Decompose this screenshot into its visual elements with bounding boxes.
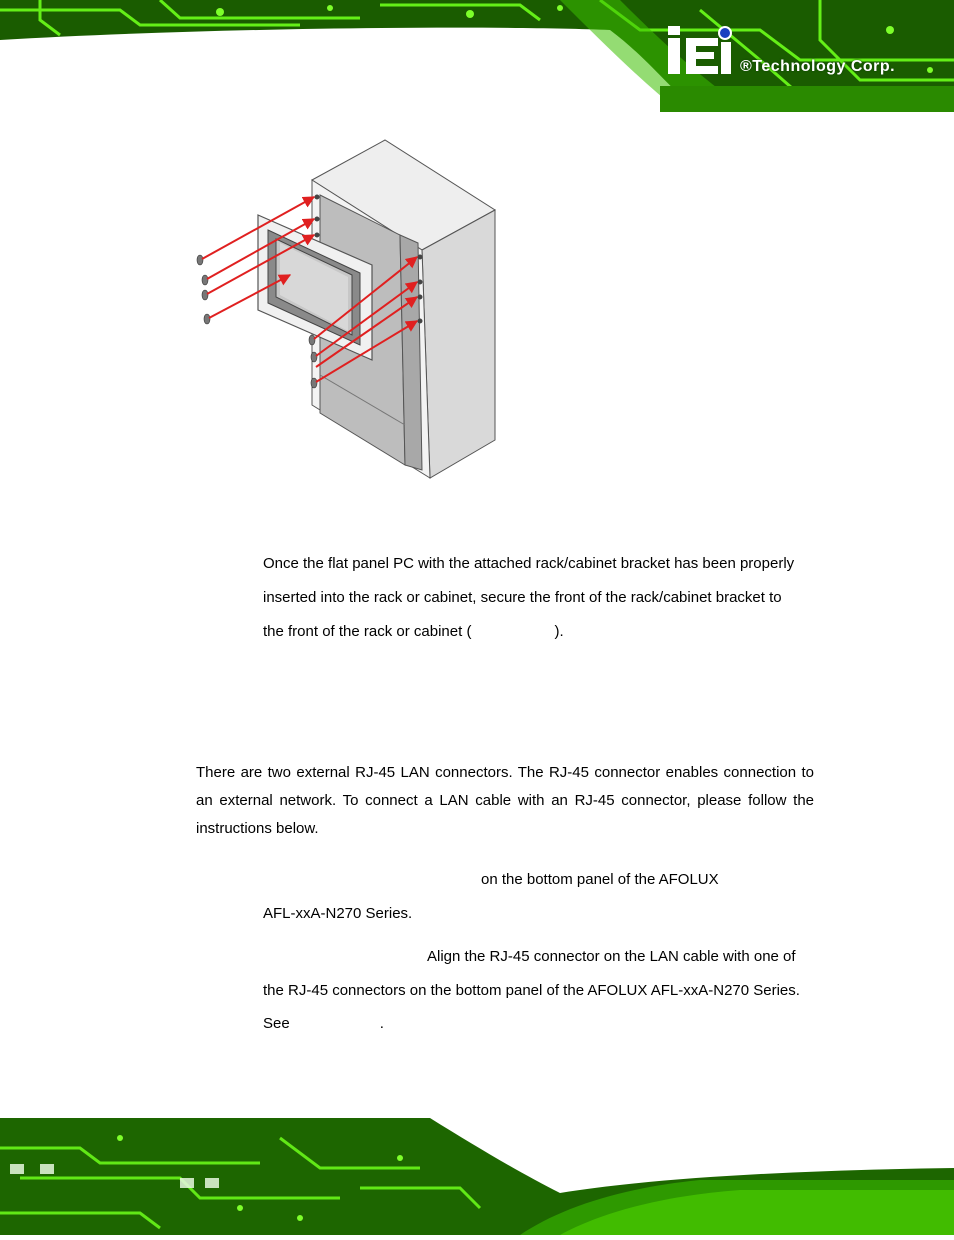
- lan-step-2-line-1: Align the RJ-45 connector on the LAN cable with one of: [427, 948, 796, 965]
- circuit-board-header-graphic: [0, 0, 954, 112]
- page-header: [0, 0, 954, 112]
- step-text-line-3-end: ).: [554, 623, 564, 640]
- lan-step-2-line-2: the RJ-45 connectors on the bottom panel of the AFOLUX AFL-xxA-N270 Series.: [263, 982, 800, 999]
- logo-text: ®Technology Corp.: [740, 58, 896, 75]
- cabinet-mounting-figure: [190, 135, 510, 485]
- step-text-line-2: inserted into the rack or cabinet, secure the front of the rack/cabinet bracket to: [263, 589, 782, 606]
- lan-step-1-line-1: on the bottom panel of the AFOLUX: [481, 871, 719, 888]
- lan-step-2-line-3: [263, 1015, 384, 1033]
- page-footer: [0, 1118, 954, 1235]
- lan-step-2-line-3-end: .: [379, 1015, 384, 1032]
- lan-intro-paragraph: There are two external RJ-45 LAN connectors. The RJ-45 connector enables connection to an external network. To connect a LAN cable with an RJ-45 connector, please follow the instructions below.: [196, 764, 814, 837]
- lan-step-2-line-3-start: See: [263, 1015, 290, 1032]
- lan-step-1-line-2: AFL-xxA-N270 Series.: [263, 905, 413, 922]
- step-text-line-3: [263, 623, 564, 641]
- step-text-line-1: Once the flat panel PC with the attached rack/cabinet bracket has been properly: [263, 555, 795, 572]
- circuit-board-footer-graphic: [0, 1118, 954, 1235]
- step-text-line-3-start: the front of the rack or cabinet (: [263, 623, 472, 640]
- cabinet-mounting-illustration: [190, 135, 510, 485]
